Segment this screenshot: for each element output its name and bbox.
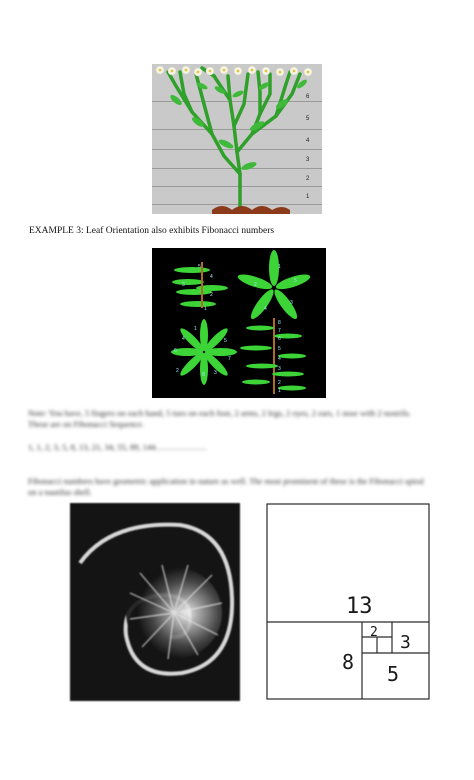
leaf-illustration [152, 248, 326, 398]
fib-label-3: 3 [400, 632, 411, 653]
nautilus-illustration [70, 503, 240, 701]
leaf-label: 6 [278, 336, 281, 342]
leaf-label: 2 [210, 292, 213, 298]
leaf-label: 5 [224, 338, 227, 344]
plant-branching-diagram [152, 64, 322, 214]
fib-label-8: 8 [342, 650, 355, 674]
leaf-label: 3 [278, 366, 281, 372]
leaf-label: 1 [278, 388, 281, 394]
fibonacci-sequence: 1, 1, 2, 3, 5, 8, 13, 21, 34, 55, 89, 144……………… [28, 442, 207, 452]
leaf-orientation-photo [152, 248, 326, 398]
leaf-label: 4 [278, 356, 281, 362]
leaf-label: 3 [214, 370, 217, 376]
nautilus-shell-photo [70, 503, 240, 701]
level-number: 6 [306, 94, 310, 100]
level-number: 4 [306, 138, 310, 144]
leaf-label: 2 [278, 380, 281, 386]
leaf-label: 1 [194, 326, 197, 332]
golden-rectangle-illustration [266, 503, 432, 701]
leaf-label: 8 [202, 372, 205, 378]
fibonacci-paragraph: Fibonacci numbers have geometric application in nature as well. The most prominent of these is the Fibonacci spiral on a nautilus shell. [28, 476, 424, 497]
leaf-label: 8 [278, 320, 281, 326]
leaf-label: 3 [182, 282, 185, 288]
leaf-label: 3 [290, 300, 293, 306]
fib-label-5: 5 [387, 662, 400, 686]
leaf-label: 4 [210, 274, 213, 280]
leaf-label: 7 [228, 356, 231, 362]
leaf-label: 5 [294, 278, 297, 284]
leaf-label: 6 [174, 348, 177, 354]
level-number: 1 [306, 194, 310, 200]
leaf-label: 1 [278, 264, 281, 270]
level-number: 5 [306, 116, 310, 122]
level-number: 2 [306, 176, 310, 182]
leaf-label: 4 [182, 336, 185, 342]
note-paragraph: Note: You have, 5 fingers on each hand, 5 toes on each foot, 2 arms, 2 legs, 2 eyes, 2 ears, 1 nose with 2 nostrils. These are on Fibonacci Sequence. [28, 408, 411, 429]
plant-illustration [152, 64, 322, 214]
leaf-label: 2 [176, 368, 179, 374]
leaf-label: 1 [204, 306, 207, 312]
example-caption: EXAMPLE 3: Leaf Orientation also exhibits Fibonacci numbers [29, 226, 275, 236]
leaf-label: 7 [278, 328, 281, 334]
leaf-label: 4 [264, 306, 267, 312]
fib-label-2: 2 [370, 625, 378, 640]
leaf-label: 5 [278, 346, 281, 352]
leaf-label: 5 [198, 264, 201, 270]
fibonacci-rectangles-diagram [266, 503, 432, 701]
fib-label-13: 13 [346, 594, 373, 619]
leaf-label: 2 [254, 282, 257, 288]
level-number: 3 [306, 157, 310, 163]
